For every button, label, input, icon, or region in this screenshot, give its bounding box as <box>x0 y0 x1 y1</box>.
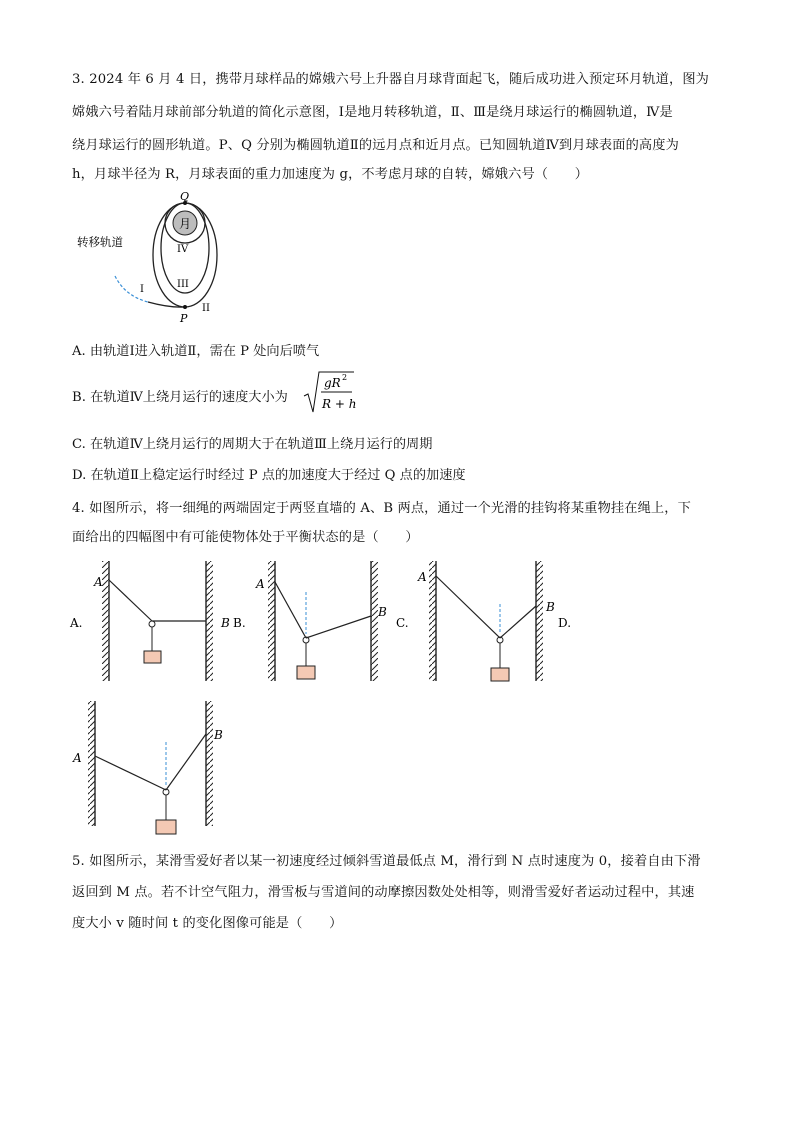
weight-d <box>156 820 176 834</box>
weight-c <box>491 668 509 681</box>
moon-label: 月 <box>178 217 192 231</box>
transfer-label: 转移轨道 <box>77 235 123 249</box>
q3-line-2: 嫦娥六号着陆月球前部分轨道的简化示意图，Ⅰ是地月转移轨道，Ⅱ、Ⅲ是绕月球运行的椭圆轨道，Ⅳ是 <box>72 105 673 120</box>
label-fig-c: C. <box>396 616 409 630</box>
orbit-diagram <box>70 188 250 328</box>
label-II: II <box>202 303 210 314</box>
q5-line-1: 5. 如图所示，某滑雪爱好者以某一初速度经过倾斜雪道最低点 M，滑行到 N 点时速度为 0，接着自由下滑 <box>72 854 701 869</box>
q5-line-3: 度大小 v 随时间 t 的变化图像可能是（ ） <box>72 916 343 931</box>
svg-text:A: A <box>94 575 103 589</box>
svg-text:B: B <box>221 616 230 630</box>
label-IV: IV <box>177 244 189 255</box>
q3-option-a[interactable]: A. 由轨道Ⅰ进入轨道Ⅱ，需在 P 处向后喷气 <box>72 344 320 359</box>
weight-b <box>297 666 315 679</box>
svg-text:A: A <box>73 751 82 765</box>
svg-text:B: B <box>214 728 223 742</box>
q3-option-b[interactable]: B. 在轨道Ⅳ上绕月运行的速度大小为 <box>72 390 288 405</box>
q3-option-d[interactable]: D. 在轨道Ⅱ上稳定运行时经过 P 点的加速度大于经过 Q 点的加速度 <box>72 468 466 483</box>
q3-option-c[interactable]: C. 在轨道Ⅳ上绕月运行的周期大于在轨道Ⅲ上绕月运行的周期 <box>72 437 433 452</box>
figure-a <box>69 561 230 681</box>
label-Q: Q <box>180 190 190 203</box>
label-fig-a: A. <box>70 616 83 630</box>
frac-numerator: gR <box>324 376 341 390</box>
label-I: I <box>140 284 144 295</box>
q4-line-2: 面给出的四幅图中有可能使物体处于平衡状态的是（ ） <box>72 530 419 545</box>
figure-c <box>396 561 571 681</box>
label-fig-b: B. <box>233 616 246 630</box>
q3-line-1: 3. 2024 年 6 月 4 日，携带月球样品的嫦娥六号上升器自月球背面起飞，随后成功进入预定环月轨道，图为 <box>72 72 710 87</box>
figure-b <box>233 561 387 681</box>
q3-line-3: 绕月球运行的圆形轨道。P、Q 分别为椭圆轨道Ⅱ的远月点和近月点。已知圆轨道Ⅳ到月球表面的高度为 <box>72 138 679 153</box>
q4-figures-row <box>66 556 586 686</box>
q4-line-1: 4. 如图所示，将一细绳的两端固定于两竖直墙的 A、B 两点，通过一个光滑的挂钩将某重物挂在绳上，下 <box>72 501 691 516</box>
weight-a <box>144 651 161 663</box>
q3-line-4: h，月球半径为 R，月球表面的重力加速度为 g，不考虑月球的自转，嫦娥六号（ ） <box>72 167 589 182</box>
svg-text:A: A <box>256 577 265 591</box>
label-P: P <box>180 312 188 325</box>
q5-line-2: 返回到 M 点。若不计空气阻力，滑雪板与雪道间的动摩擦因数处处相等，则滑雪爱好者运动过程中，其速 <box>72 885 695 900</box>
svg-text:A: A <box>418 570 427 584</box>
frac-sup: 2 <box>342 373 348 382</box>
label-fig-d: D. <box>558 616 572 630</box>
frac-denominator: R + h <box>322 397 357 411</box>
svg-text:B: B <box>546 600 555 614</box>
svg-text:B: B <box>378 605 387 619</box>
point-P <box>183 305 187 309</box>
sqrt-fraction <box>302 368 362 416</box>
figure-d <box>66 696 246 836</box>
label-III: III <box>177 279 189 290</box>
